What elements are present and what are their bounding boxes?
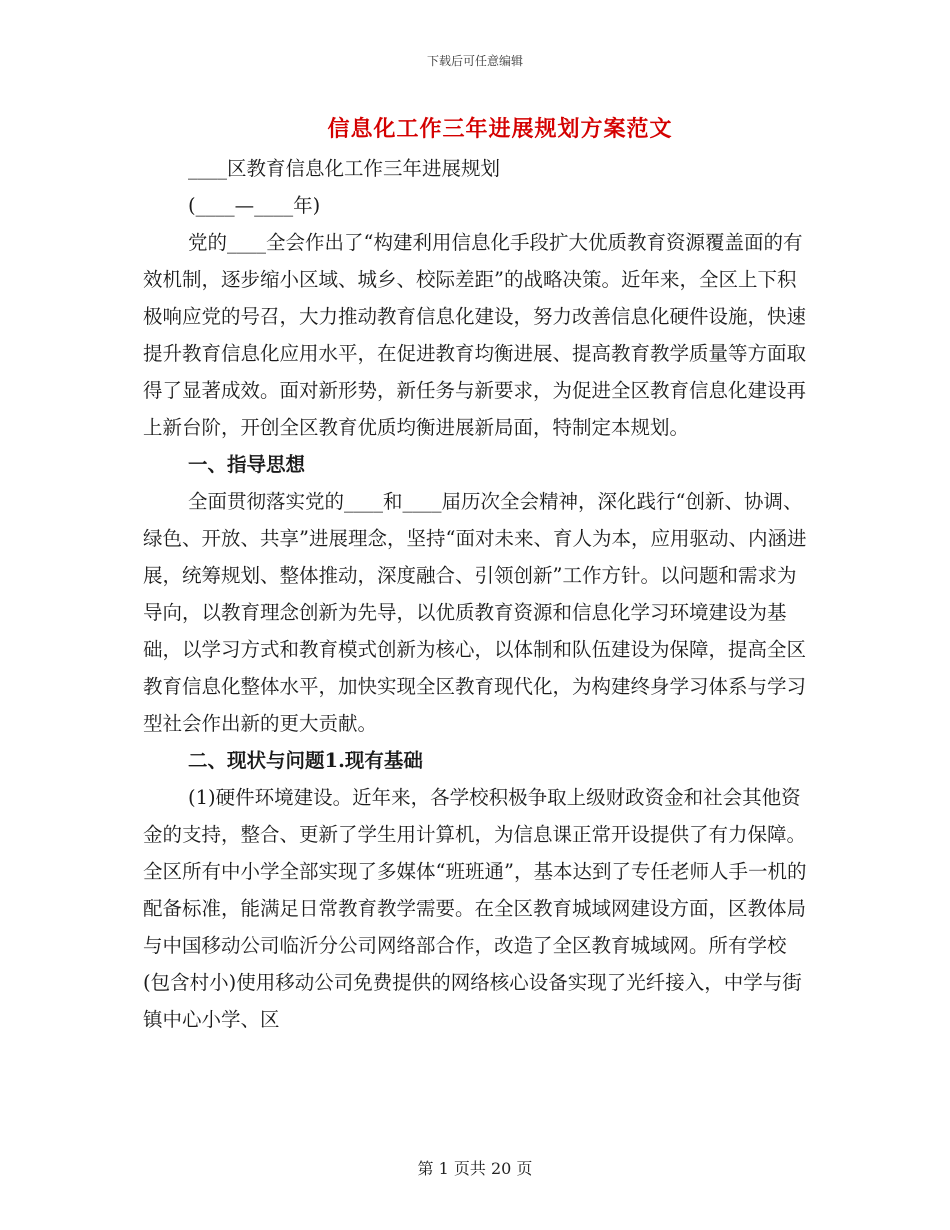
- section-heading-status-and-problems: 二、现状与问题1.现有基础: [188, 749, 423, 772]
- page-header-note: 下载后可任意编辑: [426, 54, 523, 68]
- year-range-line: (____—____年): [188, 194, 321, 217]
- guiding-ideology-paragraph: 全面贯彻落实党的____和____届历次全会精神，深化践行“创新、协调、绿色、开放、共享”进展理念，坚持“面对未来、育人为本，应用驱动、内涵进展，统筹规划、整体推动，深度融合、引领创新”工作方针。以问题和需求为导向，以教育理念创新为先导，以优质教育资源和信息化学习环境建设为基础，以学习方式和教育模式创新为核心，以体制和队伍建设为保障，提高全区教育信息化整体水平，加快实现全区教育现代化，为构建终身学习体系与学习型社会作出新的更大贡献。: [143, 490, 807, 735]
- subtitle-line: ____区教育信息化工作三年进展规划: [188, 157, 501, 180]
- page-footer-page-number: 第 1 页共 20 页: [417, 1159, 533, 1178]
- intro-paragraph: 党的____全会作出了“构建利用信息化手段扩大优质教育资源覆盖面的有效机制，逐步缩小区域、城乡、校际差距”的战略决策。近年来，全区上下积极响应党的号召，大力推动教育信息化建设，努力改善信息化硬件设施，快速提升教育信息化应用水平，在促进教育均衡进展、提高教育教学质量等方面取得了显著成效。面对新形势，新任务与新要求，为促进全区教育信息化建设再上新台阶，开创全区教育优质均衡进展新局面，特制定本规划。: [143, 231, 807, 439]
- hardware-environment-paragraph: (1)硬件环境建设。近年来，各学校积极争取上级财政资金和社会其他资金的支持，整合、更新了学生用计算机，为信息课正常开设提供了有力保障。全区所有中小学全部实现了多媒体“班班通”，基本达到了专任老师人手一机的配备标准，能满足日常教育教学需要。在全区教育城域网建设方面，区教体局与中国移动公司临沂分公司网络部合作，改造了全区教育城域网。所有学校(包含村小)使用移动公司免费提供的网络核心设备实现了光纤接入，中学与街镇中心小学、区: [143, 786, 807, 1031]
- document-title: 信息化工作三年进展规划方案范文: [327, 116, 673, 142]
- document-body: [143, 150, 813, 1038]
- section-heading-guiding-ideology: 一、指导思想: [188, 453, 306, 476]
